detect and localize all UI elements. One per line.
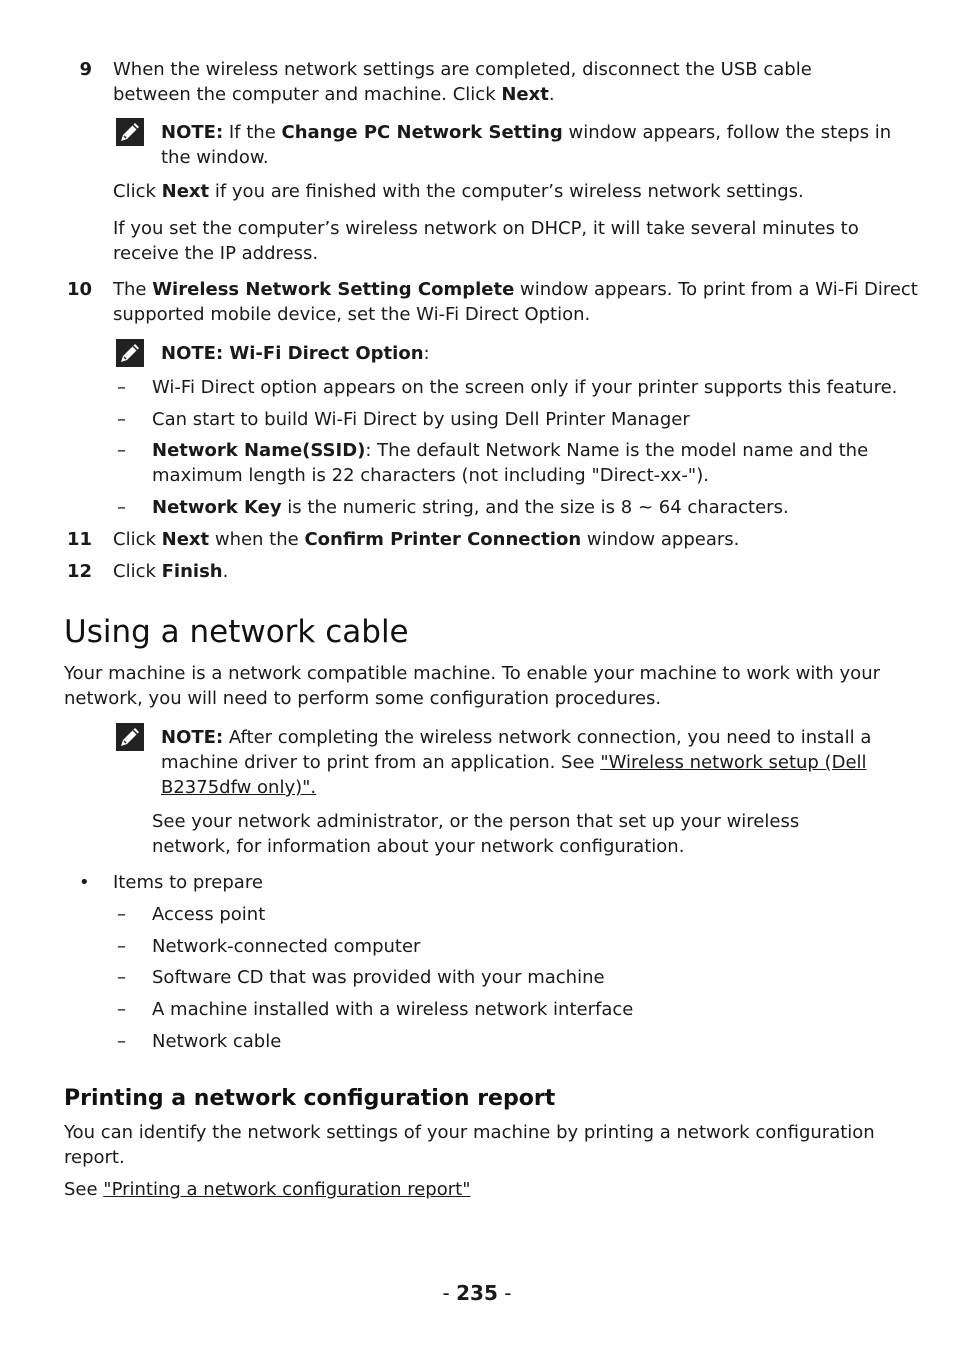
- paragraph: [113, 179, 804, 204]
- step11-text: [113, 527, 739, 552]
- bold-text: Finish: [161, 561, 223, 582]
- step9-text-line1: When the wireless network settings are completed, disconnect the USB cable: [113, 59, 812, 80]
- note-text-line3: [161, 775, 316, 800]
- note-paragraph-line1: See your network administrator, or the person that set up your wireless: [152, 811, 800, 832]
- subsection-paragraph-line1: You can identify the network settings of your machine by printing a network configuration: [64, 1122, 875, 1143]
- dash-marker: –: [117, 497, 126, 518]
- step-number: 9: [79, 59, 92, 80]
- section-intro-line1: Your machine is a network compatible machine. To enable your machine to work with your: [64, 663, 881, 684]
- note-pencil-icon: [115, 338, 145, 368]
- step-number: 10: [66, 279, 92, 300]
- text: Click: [113, 181, 162, 202]
- step-number: 12: [66, 561, 92, 582]
- note-text-line2: the window.: [161, 147, 269, 168]
- bold-text: Wireless Network Setting Complete: [152, 279, 515, 300]
- note-label: NOTE:: [161, 122, 224, 143]
- note-pencil-icon: [115, 117, 145, 147]
- page-number-value: 235: [456, 1281, 498, 1305]
- dash-marker: –: [117, 1031, 126, 1052]
- dash-marker: –: [117, 999, 126, 1020]
- step-number: 11: [66, 529, 92, 550]
- subsection-paragraph-line2: report.: [64, 1147, 125, 1168]
- dash-marker: –: [117, 904, 126, 925]
- section-intro-line2: network, you will need to perform some configuration procedures.: [64, 688, 662, 709]
- bold-text: Change PC Network Setting: [281, 122, 563, 143]
- list-item: [152, 438, 868, 463]
- dash-marker: –: [117, 377, 126, 398]
- list-item-line2: maximum length is 22 characters (not including "Direct-xx-").: [152, 465, 709, 486]
- bullet-item: Items to prepare: [113, 872, 263, 893]
- config-report-link[interactable]: "Printing a network configuration report": [103, 1179, 471, 1200]
- text: is the numeric string, and the size is 8 ~ 64 characters.: [281, 497, 789, 518]
- see-reference: [64, 1177, 471, 1202]
- list-item: Software CD that was provided with your machine: [152, 967, 605, 988]
- text: when the: [209, 529, 305, 550]
- list-item: Network cable: [152, 1031, 282, 1052]
- note-label: NOTE:: [161, 727, 224, 748]
- page-number: [0, 1280, 954, 1306]
- list-item: [152, 495, 789, 520]
- note-text: [161, 725, 871, 750]
- wireless-setup-link[interactable]: "Wireless network setup (Dell: [600, 752, 867, 773]
- text: :: [423, 343, 430, 364]
- bold-text: Next: [501, 84, 549, 105]
- bullet-marker: •: [79, 872, 90, 893]
- text: if you are finished with the computer’s wireless network settings.: [209, 181, 804, 202]
- text: -: [442, 1281, 457, 1305]
- text: .: [222, 561, 229, 582]
- paragraph-line2: receive the IP address.: [113, 243, 319, 264]
- note-label: NOTE: Wi-Fi Direct Option: [161, 343, 424, 364]
- note-text-line2: [161, 750, 867, 775]
- list-item: A machine installed with a wireless network interface: [152, 999, 634, 1020]
- note-pencil-icon: [115, 722, 145, 752]
- text: Click: [113, 561, 162, 582]
- dash-marker: –: [117, 936, 126, 957]
- text: between the computer and machine. Click: [113, 84, 502, 105]
- dash-marker: –: [117, 440, 126, 461]
- bold-text: Confirm Printer Connection: [304, 529, 582, 550]
- subsection-heading: Printing a network configuration report: [64, 1086, 556, 1111]
- text: Click: [113, 529, 162, 550]
- bold-text: Network Key: [152, 497, 282, 518]
- bold-text: Network Name(SSID): [152, 440, 366, 461]
- text: After completing the wireless network connection, you need to install a: [223, 727, 872, 748]
- bold-text: Next: [161, 181, 210, 202]
- text: -: [497, 1281, 512, 1305]
- list-item: Access point: [152, 904, 266, 925]
- text: window appears, follow the steps in: [562, 122, 892, 143]
- text: See: [64, 1179, 104, 1200]
- note-text: [161, 341, 430, 366]
- wireless-setup-link[interactable]: B2375dfw only)".: [161, 777, 317, 798]
- text: If the: [223, 122, 282, 143]
- text: : The default Network Name is the model name and the: [365, 440, 869, 461]
- text: window appears.: [581, 529, 740, 550]
- section-heading: Using a network cable: [64, 614, 409, 650]
- list-item: Wi-Fi Direct option appears on the screen only if your printer supports this feature.: [152, 377, 898, 398]
- text: machine driver to print from an application. See: [161, 752, 601, 773]
- text: window appears. To print from a Wi-Fi Direct: [514, 279, 918, 300]
- list-item: Network-connected computer: [152, 936, 421, 957]
- note-text: [161, 120, 891, 145]
- list-item: Can start to build Wi-Fi Direct by using Dell Printer Manager: [152, 409, 690, 430]
- step10-text-line1: [113, 277, 918, 302]
- dash-marker: –: [117, 967, 126, 988]
- note-paragraph-line2: network, for information about your network configuration.: [152, 836, 685, 857]
- step10-text-line2: supported mobile device, set the Wi-Fi Direct Option.: [113, 304, 591, 325]
- dash-marker: –: [117, 409, 126, 430]
- step9-text-line2: [113, 82, 555, 107]
- text: .: [548, 84, 555, 105]
- step12-text: [113, 559, 228, 584]
- bold-text: Next: [161, 529, 210, 550]
- text: The: [113, 279, 153, 300]
- paragraph-line1: If you set the computer’s wireless network on DHCP, it will take several minutes to: [113, 218, 859, 239]
